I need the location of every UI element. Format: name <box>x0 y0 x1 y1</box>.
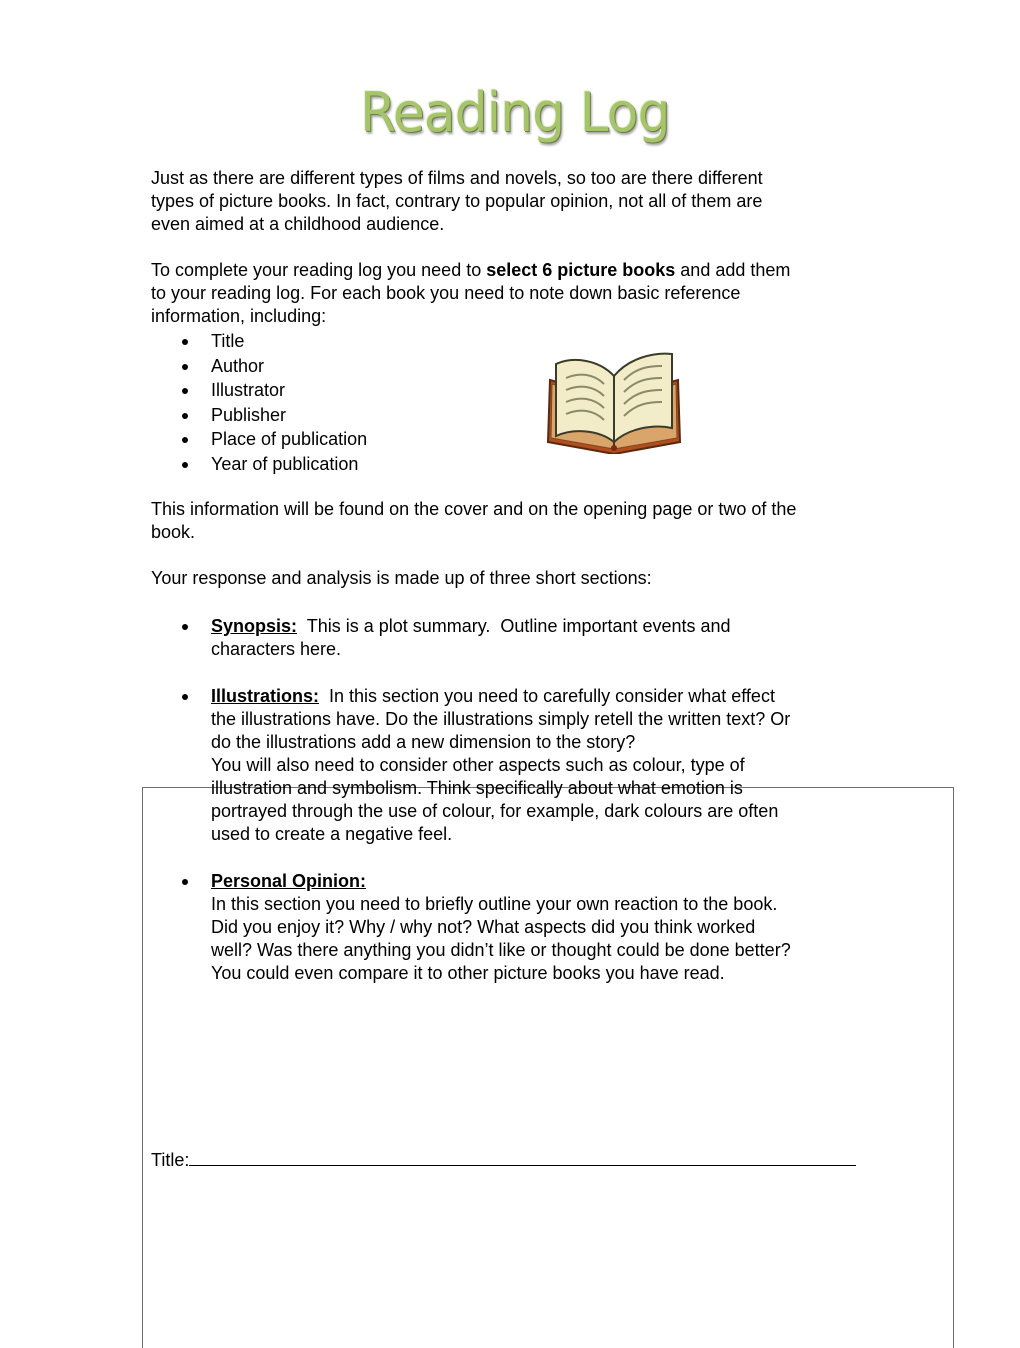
instructions-text: and add them <box>675 260 791 280</box>
source-note-line: This information will be found on the cover and on the opening page or two of the <box>151 499 797 519</box>
page-title-text: Reading Log <box>360 81 670 145</box>
synopsis-text: characters here. <box>211 639 342 659</box>
instructions-paragraph <box>151 259 871 328</box>
source-note-line: book. <box>151 522 196 542</box>
opinion-text: You could even compare it to other picture books you have read. <box>211 963 725 983</box>
instructions-line: to your reading log. For each book you need to note down basic reference <box>151 283 741 303</box>
list-item: Place of publication <box>182 427 482 452</box>
illustrations-section <box>182 685 911 846</box>
illustrations-label: Illustrations: <box>211 686 320 706</box>
opinion-text: well? Was there anything you didn’t like or thought could be done better? <box>211 940 791 960</box>
intro-line: types of picture books. In fact, contrary to popular opinion, not all of them are <box>151 191 763 211</box>
title-field[interactable] <box>151 1147 871 1172</box>
opinion-label: Personal Opinion: <box>211 871 367 891</box>
reference-fields-list <box>182 329 482 476</box>
synopsis-label: Synopsis: <box>211 616 298 636</box>
opinion-text: Did you enjoy it? Why / why not? What aspects did you think worked <box>211 917 756 937</box>
illustrations-text: You will also need to consider other aspects such as colour, type of <box>211 755 745 775</box>
title-field-label: Title: <box>151 1150 190 1170</box>
instructions-line: information, including: <box>151 306 327 326</box>
title-input-line[interactable] <box>189 1147 856 1166</box>
illustrations-text: do the illustrations add a new dimension to the story? <box>211 732 636 752</box>
illustrations-text: the illustrations have. Do the illustrations simply retell the written text? Or <box>211 709 791 729</box>
synopsis-section <box>182 615 911 661</box>
page-title <box>360 78 680 158</box>
opinion-section <box>182 870 911 985</box>
list-item: Author <box>182 354 482 379</box>
illustrations-text: used to create a negative feel. <box>211 824 453 844</box>
intro-line: even aimed at a childhood audience. <box>151 214 445 234</box>
instructions-bold: select 6 picture books <box>486 260 676 280</box>
synopsis-text: This is a plot summary. Outline important events and <box>297 616 731 636</box>
intro-paragraph <box>151 167 871 236</box>
illustrations-text: In this section you need to carefully consider what effect <box>319 686 775 706</box>
instructions-line <box>151 259 871 282</box>
list-item: Title <box>182 329 482 354</box>
list-item: Illustrator <box>182 378 482 403</box>
instructions-text: To complete your reading log you need to <box>151 260 487 280</box>
sections-intro: Your response and analysis is made up of three short sections: <box>151 568 652 588</box>
illustrations-text: portrayed through the use of colour, for example, dark colours are often <box>211 801 779 821</box>
open-book-icon <box>544 350 684 454</box>
opinion-text: In this section you need to briefly outline your own reaction to the book. <box>211 894 778 914</box>
list-item: Year of publication <box>182 452 482 477</box>
source-note <box>151 498 881 544</box>
illustrations-text: illustration and symbolism. Think specifically about what emotion is <box>211 778 743 798</box>
intro-line: Just as there are different types of films and novels, so too are there different <box>151 168 763 188</box>
list-item: Publisher <box>182 403 482 428</box>
